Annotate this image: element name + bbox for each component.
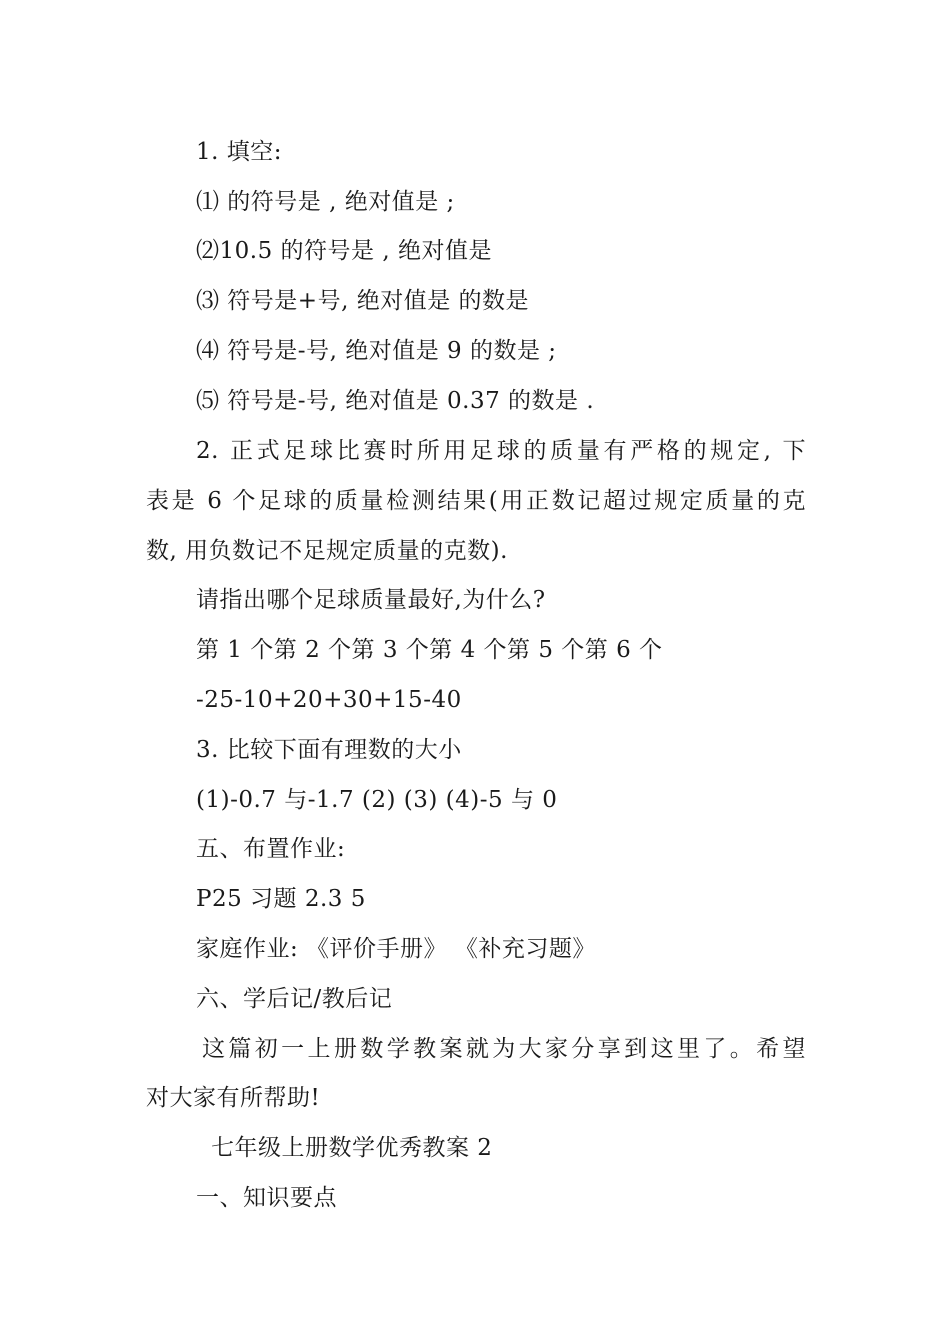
exercise-1-item-2: ⑵10.5 的符号是 , 绝对值是 bbox=[196, 238, 492, 264]
exercise-1-heading: 1. 填空: bbox=[196, 139, 283, 165]
section-knowledge-points-heading: 一、知识要点 bbox=[196, 1185, 337, 1211]
exercise-1-item-4: ⑷ 符号是-号, 绝对值是 9 的数是 ; bbox=[196, 338, 557, 364]
exercise-1-item-3: ⑶ 符号是+号, 绝对值是 的数是 bbox=[196, 288, 530, 314]
closing-paragraph-line-1: 这篇初一上册数学教案就为大家分享到这里了。希望 bbox=[202, 1036, 806, 1062]
lesson-plan-2-title: 七年级上册数学优秀教案 2 bbox=[211, 1135, 493, 1161]
exercise-3-heading: 3. 比较下面有理数的大小 bbox=[196, 737, 462, 763]
homework-home: 家庭作业: 《评价手册》 《补充习题》 bbox=[196, 936, 596, 962]
section-notes-heading: 六、学后记/教后记 bbox=[196, 986, 393, 1012]
exercise-2-question: 请指出哪个足球质量最好,为什么? bbox=[196, 587, 546, 613]
closing-paragraph-line-2: 对大家有所帮助! bbox=[146, 1085, 321, 1111]
homework-textbook: P25 习题 2.3 5 bbox=[196, 886, 366, 912]
section-homework-heading: 五、布置作业: bbox=[196, 836, 346, 862]
exercise-1-item-5: ⑸ 符号是-号, 绝对值是 0.37 的数是 . bbox=[196, 388, 595, 414]
exercise-2-line-3: 数, 用负数记不足规定质量的克数). bbox=[146, 538, 508, 564]
exercise-1-item-1: ⑴ 的符号是 , 绝对值是 ; bbox=[196, 189, 455, 215]
table-values-row: -25-10+20+30+15-40 bbox=[196, 687, 462, 713]
exercise-2-line-1: 2. 正式足球比赛时所用足球的质量有严格的规定, 下 bbox=[196, 438, 806, 464]
exercise-3-items: (1)-0.7 与-1.7 (2) (3) (4)-5 与 0 bbox=[196, 787, 558, 813]
table-header-row: 第 1 个第 2 个第 3 个第 4 个第 5 个第 6 个 bbox=[196, 637, 663, 663]
exercise-2-line-2: 表是 6 个足球的质量检测结果(用正数记超过规定质量的克 bbox=[146, 488, 806, 514]
